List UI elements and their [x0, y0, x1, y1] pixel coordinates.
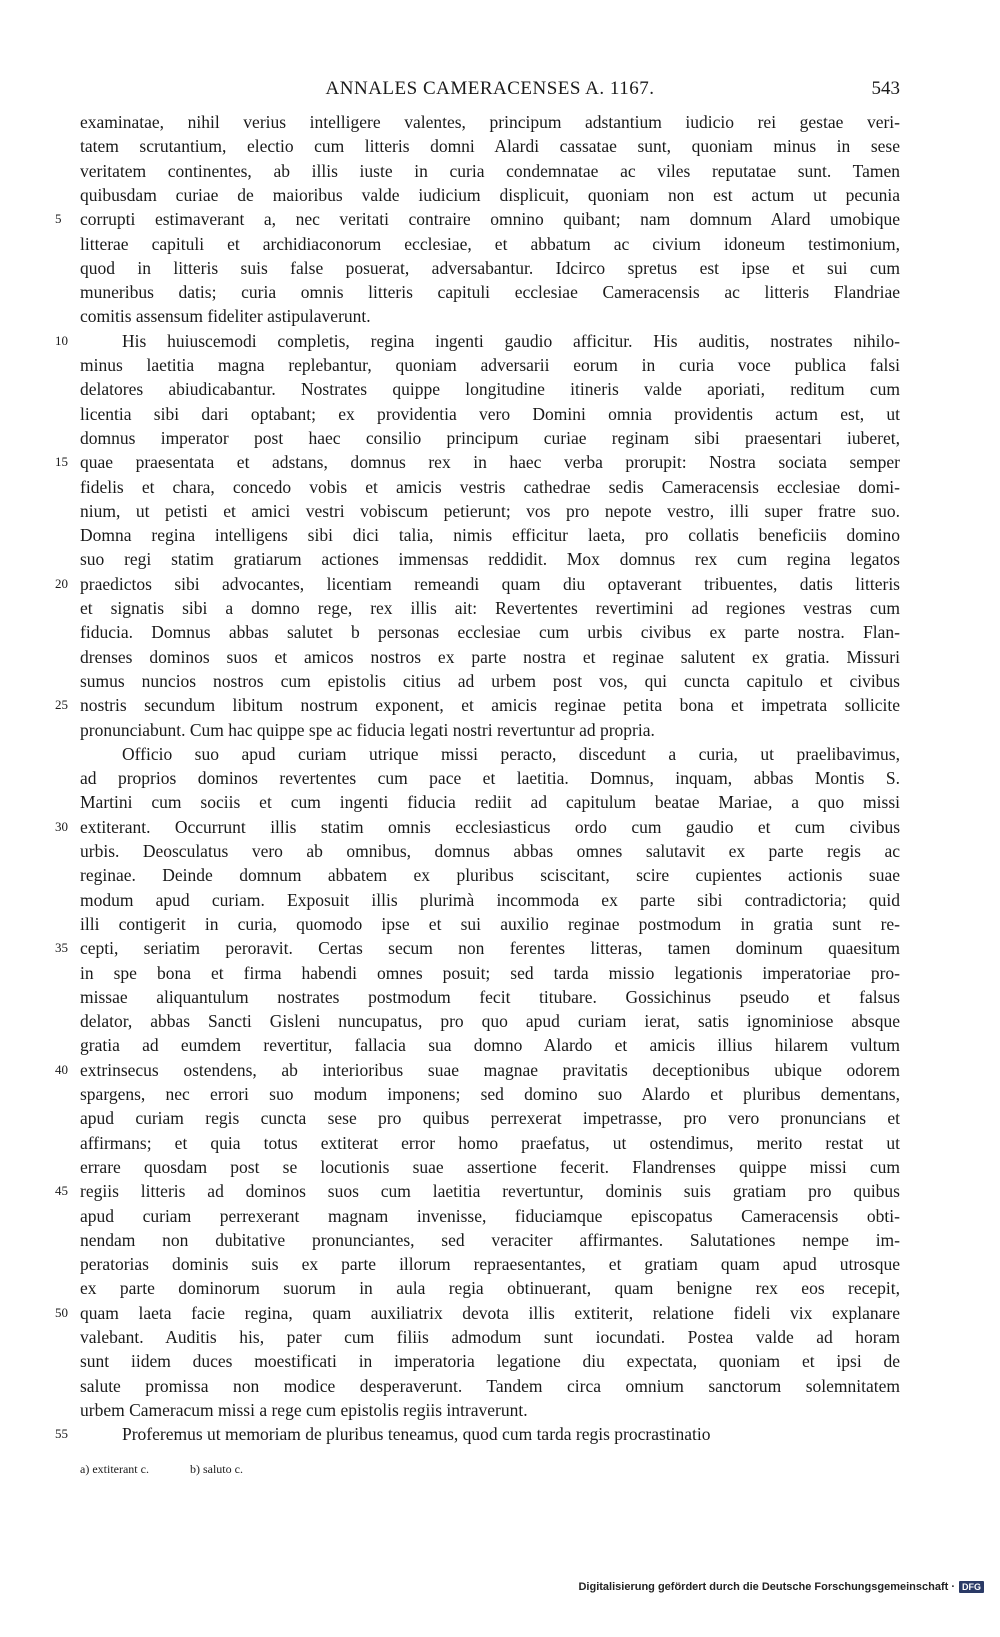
digitization-credit [578, 1581, 984, 1593]
line-number: 25 [55, 697, 68, 713]
text-line: illi contigerit in curia, quomodo ipse et sui auxilio reginae postmodum in gratia sunt re- [80, 913, 900, 934]
line-number: 5 [55, 211, 62, 227]
running-title: ANNALES CAMERACENSES A. 1167. [325, 78, 655, 99]
running-header [80, 78, 900, 106]
text-line: affirmans; et quia totus extiterat error homo praefatus, ut ostendimus, merito restat ut [80, 1132, 900, 1153]
line-number: 40 [55, 1061, 68, 1077]
text-line: muneribus datis; curia omnis litteris capituli ecclesiae Cameracensis ac litteris Flandriae [80, 282, 900, 303]
text-line: litterae capituli et archidiaconorum ecclesiae, et abbatum ac civium idoneum testimonium, [80, 233, 900, 254]
text-line: nendam non dubitative pronunciantes, sed veraciter affirmantes. Salutationes nempe im- [80, 1229, 900, 1250]
text-line: et signatis sibi a domno rege, rex illis ait: Revertentes revertimini ad regiones vestras cum [80, 598, 900, 618]
line-number: 45 [55, 1183, 68, 1199]
line-number: 20 [55, 575, 68, 591]
text-line: regiis litteris ad dominos suos cum laetitia revertuntur, dominis suis gratiam pro quibus [80, 1181, 900, 1202]
line-number: 50 [55, 1304, 68, 1320]
text-line: His huiuscemodi completis, regina ingenti gaudio afficitur. His auditis, nostrates nihilo- [122, 330, 900, 351]
text-line: examinatae, nihil verius intelligere valentes, principum adstantium iudicio rei gestae veri- [80, 112, 900, 132]
line-number: 35 [55, 940, 68, 956]
text-line: corrupti estimaverant a, nec veritati contraire omnino quibant; nam domnum Alard umobique [80, 209, 900, 230]
text-line: nium, ut petisti et amici vestri vobiscum petierunt; vos pro nepote vestro, illi super fratre suo. [80, 500, 900, 521]
text-line: quod in litteris suis false posuerat, adversabantur. Idcirco spretus est ipse et sui cum [80, 257, 900, 278]
text-line: fidelis et chara, concedo vobis et amicis vestris cathedrae sedis Cameracensis ecclesiae domi- [80, 476, 900, 497]
text-line: quibusdam curiae de maioribus valde iudicium displicuit, quoniam non est actum ut pecunia [80, 184, 900, 205]
text-line: ex parte dominorum suorum in aula regia obtinuerant, quam benigne rex eos recepit, [80, 1278, 900, 1299]
text-line: Officio suo apud curiam utrique missi peracto, discedunt a curia, ut praelibavimus, [122, 743, 900, 764]
text-line: missae aliquantulum nostrates postmodum fecit titubare. Gossichinus pseudo et falsus [80, 986, 900, 1007]
text-line: peratorias dominis suis ex parte illorum repraesentantes, et gratiam quam apud utrosque [80, 1254, 900, 1275]
page-number: 543 [871, 78, 900, 99]
text-line: modum apud curiam. Exposuit illis plurimà incommoda ex parte sibi contradictoria; quid [80, 889, 900, 910]
line-number: 15 [55, 454, 68, 470]
line-number: 55 [55, 1426, 68, 1442]
text-line: spargens, nec errori suo modum imponens; sed domino suo Alardo et pluribus dementans, [80, 1084, 900, 1104]
text-line: pronunciabunt. Cum hac quippe spe ac fiducia legati nostri revertuntur ad propria. [80, 719, 655, 740]
text-line: extiterant. Occurrunt illis statim omnis ecclesiasticus ordo cum gaudio et cum civibus [80, 816, 900, 837]
text-line: in spe bona et firma habendi omnes posuit; sed tarda missio legationis imperatoriae pro- [80, 962, 900, 983]
text-line: suo regi statim gratiarum actiones immensas reddidit. Mox domnus rex cum regina legatos [80, 549, 900, 570]
text-line: domnus imperator post haec consilio principum curiae reginam sibi praesentari iuberet, [80, 427, 900, 448]
text-line: licentia sibi dari optabant; ex providentia vero Domini omnia providentis actum est, ut [80, 403, 900, 424]
text-line: Martini cum sociis et cum ingenti fiducia rediit ad capitulum beatae Mariae, a quo missi [80, 792, 900, 813]
text-line: Domna regina intelligens sibi dici talia, nimis efficitur laeta, pro collatis beneficiis domino [80, 525, 900, 546]
footnote-b: b) saluto c. [189, 1462, 243, 1476]
text-line: salute promissa non modice desperaverunt. Tandem circa omnium sanctorum solemnitatem [80, 1375, 900, 1396]
text-line: fiducia. Domnus abbas salutet b personas ecclesiae cum urbis civibus ex parte nostra. Flan- [80, 622, 900, 643]
text-line: minus laetitia magna replebantur, quoniam adversarii eorum in curia voce publica falsi [80, 355, 900, 375]
text-line: nostris secundum libitum nostrum exponent, et amicis reginae petita bona et impetrata sollicite [80, 695, 900, 716]
text-line: quam laeta facie regina, quam auxiliatrix devota illis extiterit, relatione fideli vix explanare [80, 1302, 900, 1323]
text-line: drenses dominos suos et amicos nostros ex parte nostra et reginae salutent ex gratia. Missuri [80, 646, 900, 667]
footnotes [80, 1462, 281, 1477]
text-line: praedictos sibi advocantes, licentiam remeandi quam diu optaverant tribuentes, datis litteris [80, 573, 900, 594]
text-line: apud curiam perrexerant magnam invenisse, fiduciamque episcopatus Cameracensis obti- [80, 1205, 900, 1226]
text-line: ad proprios dominos revertentes cum pace et laetitia. Domnus, inquam, abbas Montis S. [80, 768, 900, 789]
text-line: gratia ad eumdem revertitur, fallacia sua domno Alardo et amicis illius hilarem vultum [80, 1035, 900, 1056]
main-text [80, 110, 900, 1470]
text-line: urbem Cameracum missi a rege cum epistolis regiis intraverunt. [80, 1399, 528, 1420]
text-line: sumus nuncios nostros cum epistolis citius ad urbem post vos, qui cuncta capitulo et civibus [80, 670, 900, 691]
text-line: urbis. Deosculatus vero ab omnibus, domnus abbas omnes salutavit ex parte regis ac [80, 841, 900, 861]
text-line: delatores abiudicabantur. Nostrates quippe longitudine itineris valde aporiati, reditum cum [80, 379, 900, 400]
line-number: 30 [55, 818, 68, 834]
text-line: cepti, seriatim peroravit. Certas secum non ferentes litteras, tamen dominum quaesitum [80, 938, 900, 959]
text-line: valebant. Auditis his, pater cum filiis admodum sunt iocundati. Postea valde ad horam [80, 1327, 900, 1347]
credit-text: Digitalisierung gefördert durch die Deutsche Forschungsgemeinschaft · [578, 1581, 955, 1593]
text-line: errare quosdam post se locutionis suae assertione fecerit. Flandrenses quippe missi cum [80, 1156, 900, 1177]
text-line: reginae. Deinde domnum abbatem ex pluribus sciscitant, scire cupientes actionis suae [80, 865, 900, 886]
dfg-logo: DFG [959, 1581, 984, 1593]
text-line: sunt iidem duces moestificati in imperatoria legatione diu expectata, quoniam et ipsi de [80, 1351, 900, 1372]
text-line: tatem scrutantium, electio cum litteris domni Alardi cassatae sunt, quoniam minus in sese [80, 136, 900, 157]
text-line: comitis assensum fideliter astipulaverunt. [80, 306, 371, 327]
text-line: extrinsecus ostendens, ab interioribus suae magnae pravitatis deceptionibus ubique odorem [80, 1059, 900, 1080]
line-number: 10 [55, 332, 68, 348]
footnote-a: a) extiterant c. [80, 1462, 149, 1476]
text-line: veritatem continentes, ab illis iuste in curia condemnatae ac viles reputatae sunt. Tamen [80, 160, 900, 181]
text-line: apud curiam regis cuncta sese pro quibus perrexerat impetrasse, pro vero pronuncians et [80, 1108, 900, 1129]
text-line: quae praesentata et adstans, domnus rex in haec verba prorupit: Nostra sociata semper [80, 452, 900, 473]
text-line: delator, abbas Sancti Gisleni nuncupatus, pro quo apud curiam ierat, satis ignominiose absque [80, 1011, 900, 1032]
text-line: Proferemus ut memoriam de pluribus teneamus, quod cum tarda regis procrastinatio [122, 1424, 711, 1445]
